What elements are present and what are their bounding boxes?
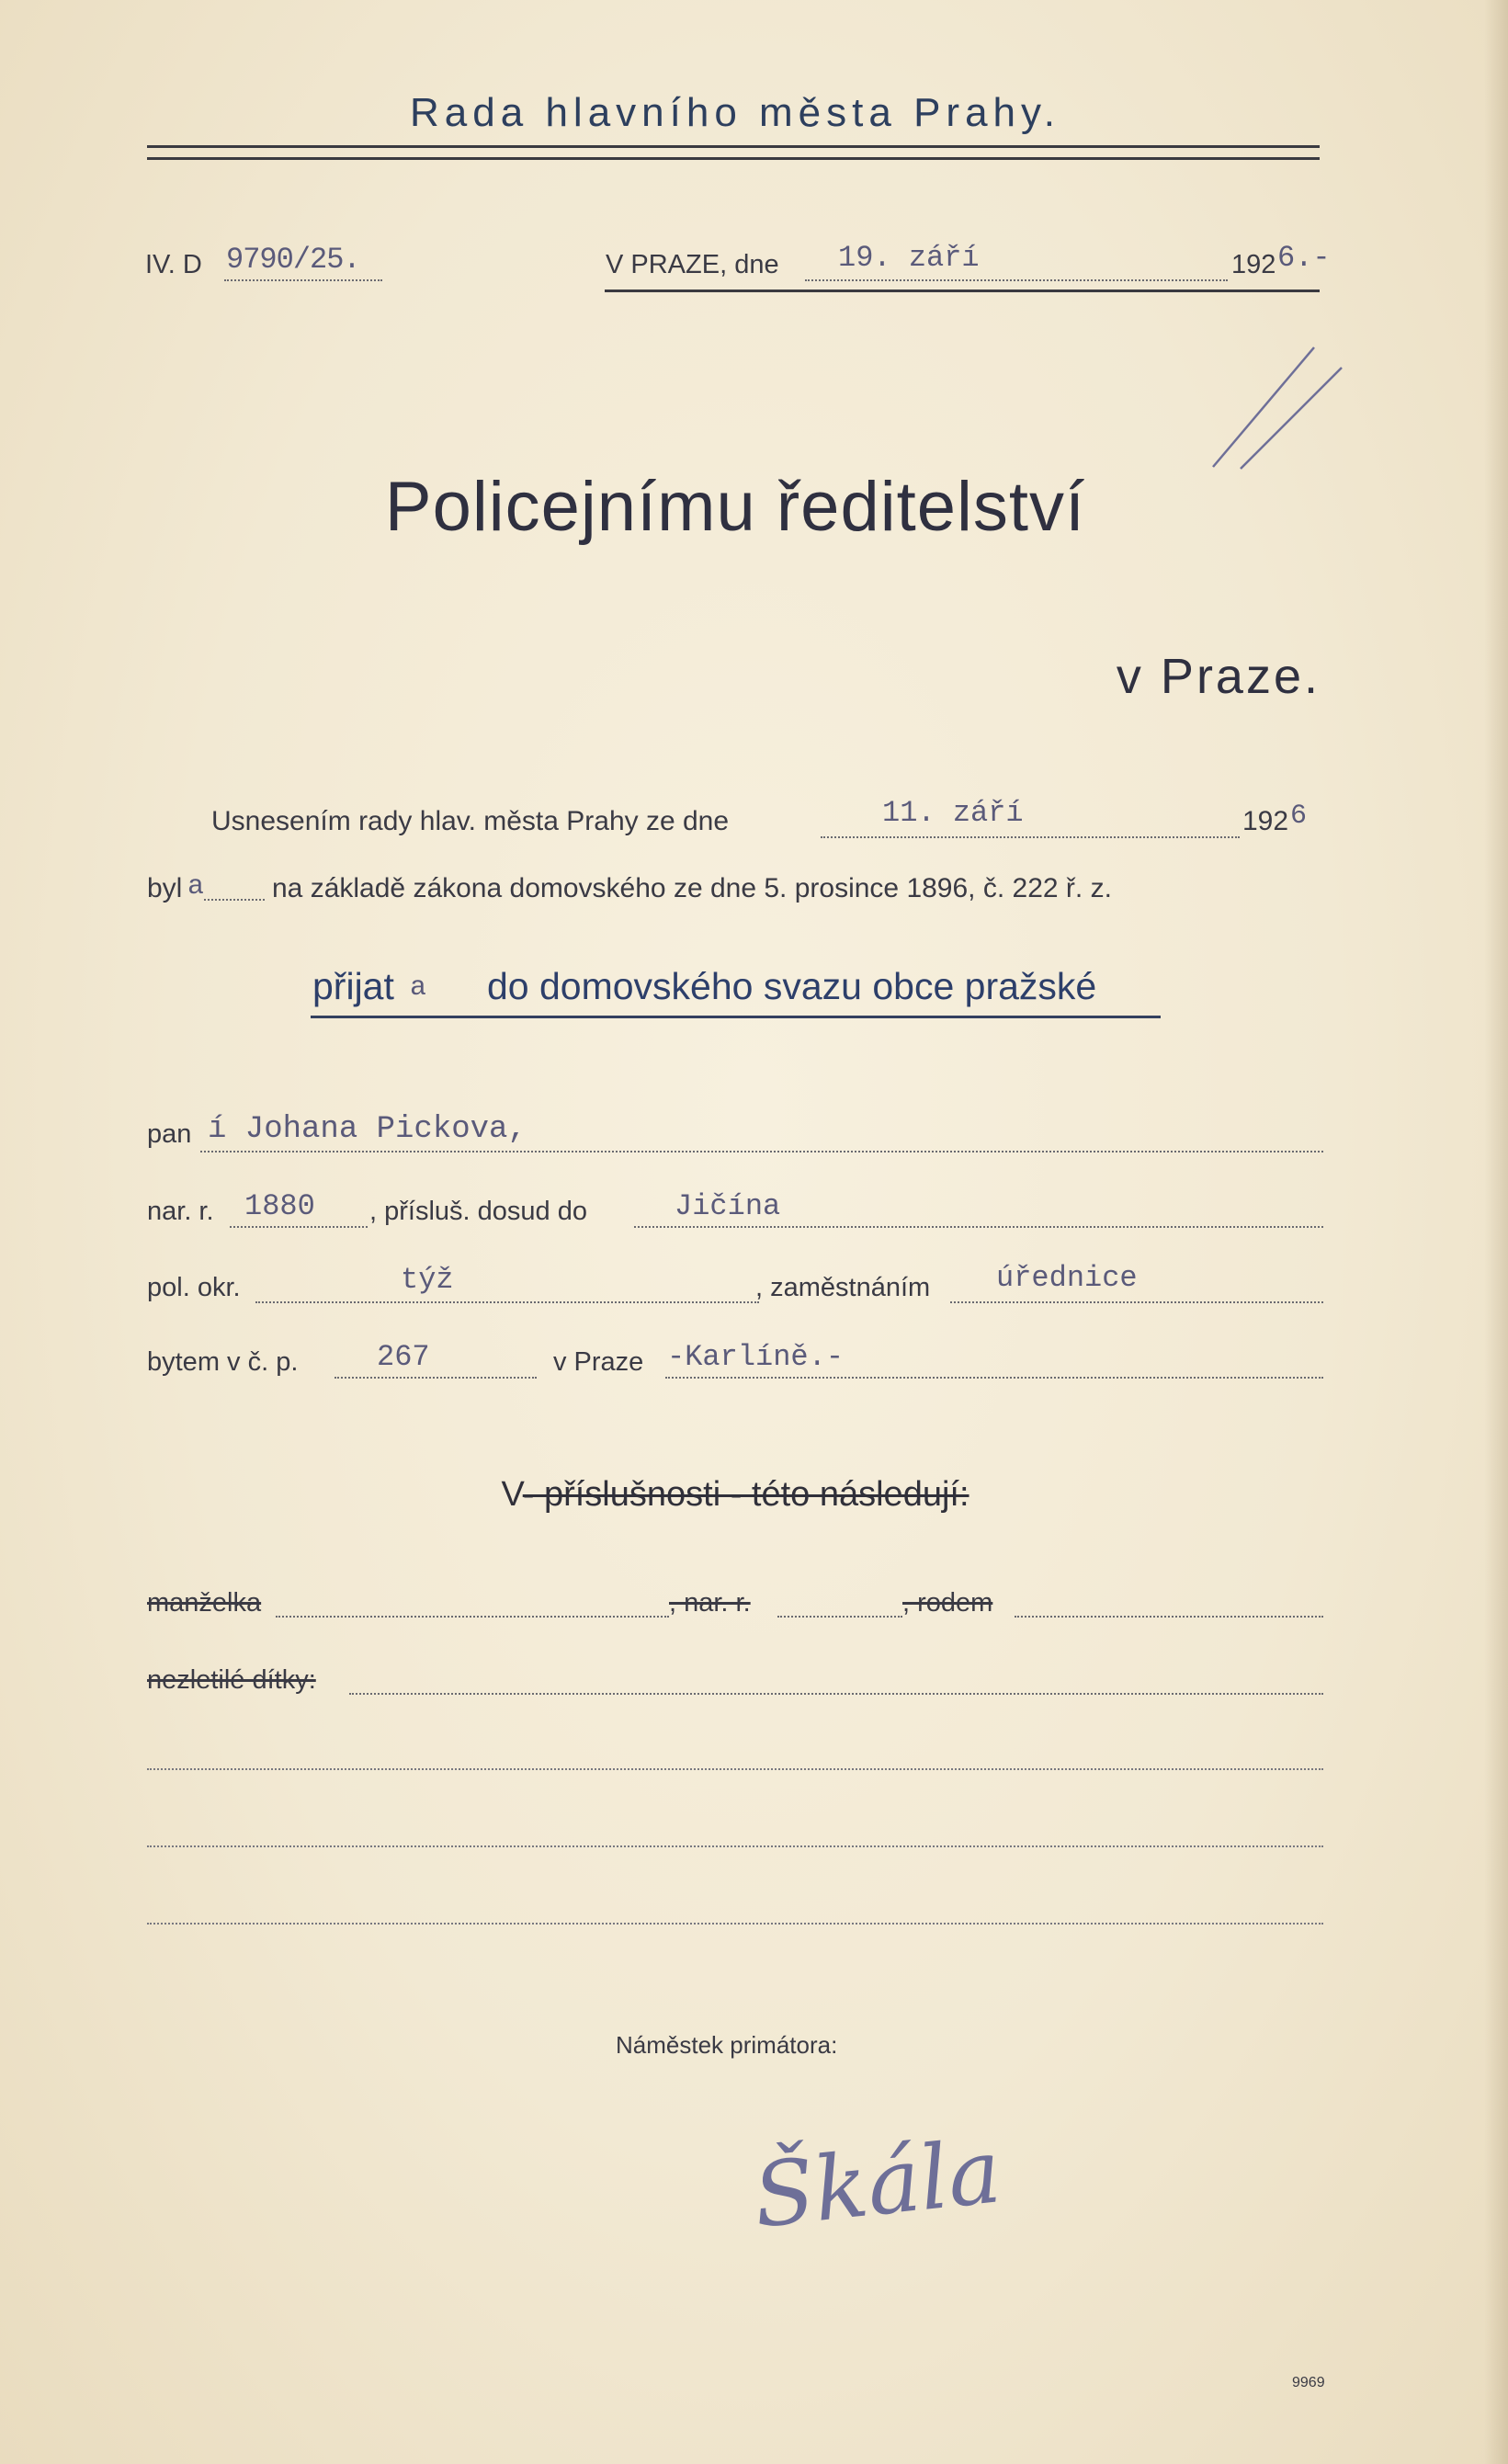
admission-label: přijat <box>312 965 394 1007</box>
recipient-office: Policejnímu ředitelství <box>384 468 1086 546</box>
employment-dots <box>950 1301 1323 1303</box>
born-year: 1880 <box>244 1189 315 1223</box>
born-dots <box>230 1226 368 1228</box>
wife-label: manželka <box>147 1588 262 1618</box>
blank-line-2 <box>147 1845 1323 1847</box>
blank-line-1 <box>147 1768 1323 1770</box>
employment-label: , zaměstnáním <box>755 1273 931 1302</box>
admission-suffix: a <box>410 972 427 1004</box>
signature: Škála <box>748 2119 1006 2248</box>
year-suffix: 6.- <box>1277 241 1331 275</box>
ref-prefix: IV. D <box>145 250 202 279</box>
pan-label: pan <box>147 1119 192 1149</box>
ref-dots <box>224 279 382 281</box>
district-value: týž <box>401 1263 454 1297</box>
city-label: v Praze <box>553 1347 644 1377</box>
children-dots <box>349 1693 1323 1695</box>
ref-number: 9790/25. <box>226 243 360 277</box>
byla-label: byl <box>147 873 183 903</box>
district-dots <box>255 1301 759 1303</box>
belonging-heading-struck: - příslušnosti - této následují: <box>522 1475 969 1514</box>
admission-text: do domovského svazu obce pražské <box>487 965 1097 1007</box>
residence-label: bytem v č. p. <box>147 1347 299 1377</box>
person-name: í Johana Pickova, <box>208 1112 527 1147</box>
resolution-year-suffix: 6 <box>1290 801 1308 832</box>
resolution-text: Usnesením rady hlav. města Prahy ze dne <box>211 806 730 836</box>
city-value: -Karlíně.- <box>667 1340 845 1374</box>
resolution-date-dots <box>821 836 1240 838</box>
rodem-dots <box>1015 1616 1323 1618</box>
wife-born-label <box>669 1588 751 1618</box>
rodem-label <box>902 1588 992 1618</box>
city-dots <box>665 1377 1323 1379</box>
print-number: 9969 <box>1292 2375 1325 2390</box>
council-title: Rada hlavního města Prahy. <box>410 90 1060 135</box>
children-label: nezletilé dítky: <box>147 1665 316 1695</box>
place-date-label: V PRAZE, dne <box>606 250 779 279</box>
admission-rule <box>311 1016 1161 1018</box>
house-number: 267 <box>377 1340 430 1374</box>
rodem-struck: , rodem <box>902 1588 993 1618</box>
belonging-heading-v: V <box>501 1475 523 1514</box>
header-double-rule <box>147 145 1320 160</box>
year-prefix: 192 <box>1231 250 1276 279</box>
belong-label: , přísluš. dosud do <box>369 1197 587 1226</box>
house-dots <box>334 1377 537 1379</box>
signature-role: Náměstek primátora: <box>616 2031 838 2059</box>
belonging-heading <box>0 1475 1470 1515</box>
wife-born-dots <box>777 1616 902 1618</box>
law-text: na základě zákona domovského ze dne 5. prosince 1896, č. 222 ř. z. <box>272 873 1112 903</box>
employment-value: úřednice <box>996 1261 1138 1295</box>
district-label: pol. okr. <box>147 1273 241 1302</box>
byla-dots <box>204 899 265 901</box>
born-label: nar. r. <box>147 1197 214 1226</box>
belong-place: Jičína <box>675 1189 781 1223</box>
header-rule <box>605 290 1320 292</box>
belong-dots <box>634 1226 1323 1228</box>
date-value: 19. září <box>838 241 980 275</box>
blank-line-3 <box>147 1923 1323 1925</box>
byla-suffix: a <box>187 871 205 903</box>
page-edge-shadow <box>1484 0 1508 2464</box>
wife-born-struck: , nar. r. <box>669 1588 751 1618</box>
pen-stroke-marks <box>1204 331 1351 478</box>
wife-dots <box>276 1616 669 1618</box>
recipient-city: v Praze. <box>1116 649 1321 704</box>
date-dots <box>805 279 1228 281</box>
name-dots <box>200 1151 1323 1153</box>
resolution-year-prefix: 192 <box>1242 806 1289 836</box>
resolution-date: 11. září <box>882 796 1024 830</box>
